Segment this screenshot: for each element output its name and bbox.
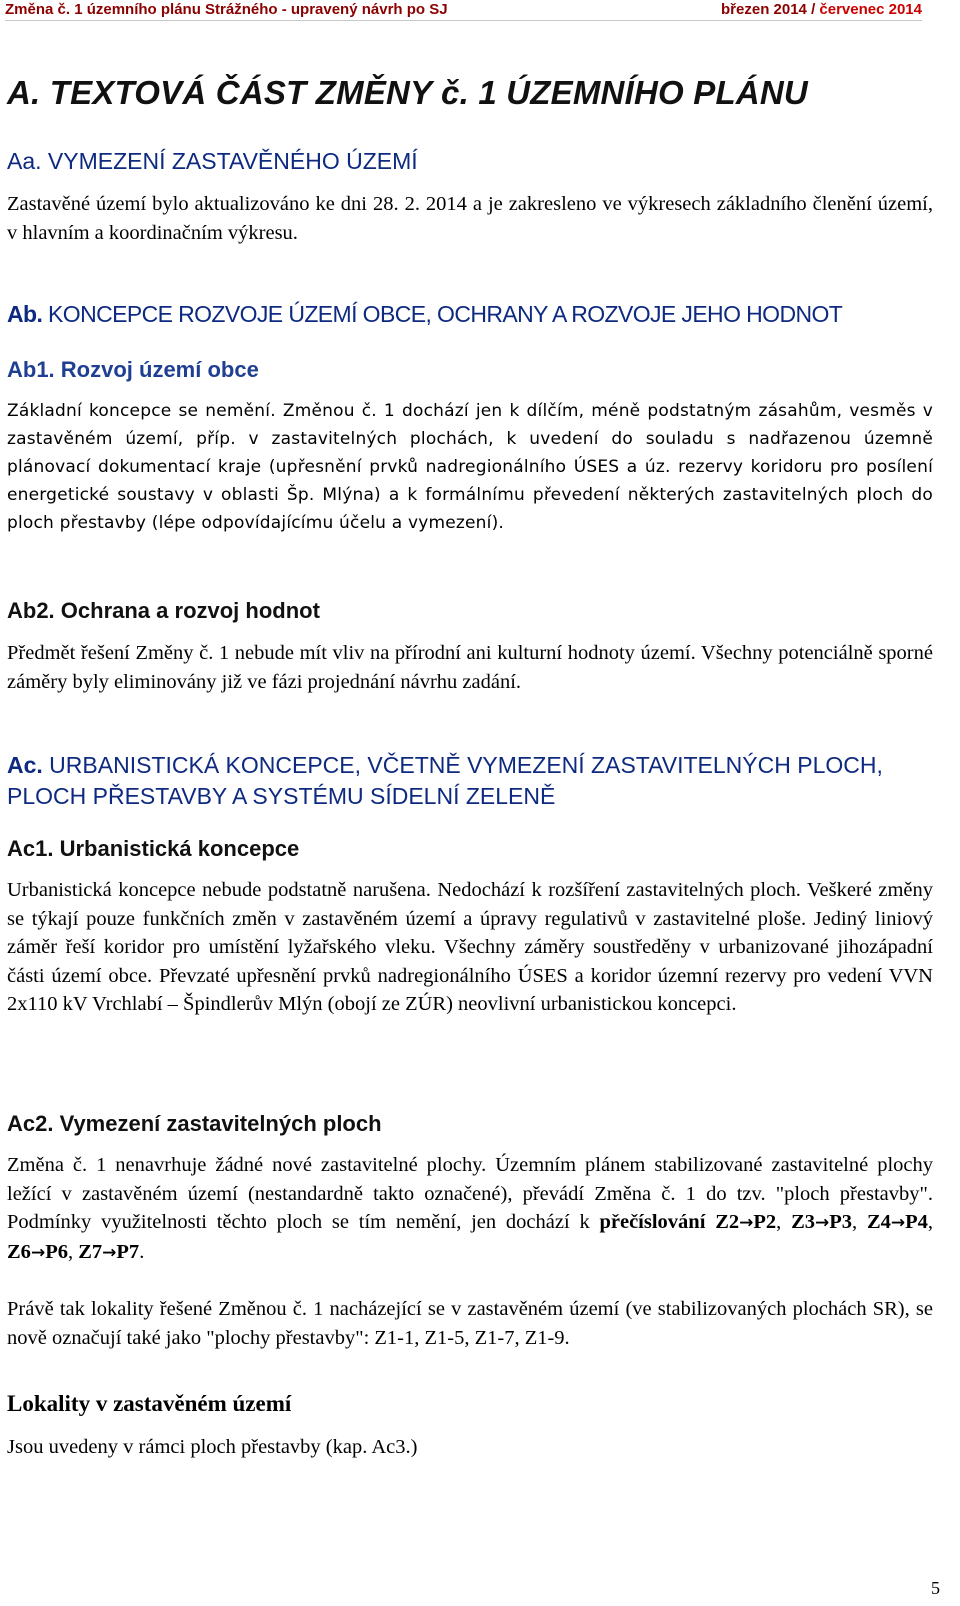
renumber-item: Z7→P7 — [78, 1240, 140, 1263]
renumber-label: přečíslování — [599, 1211, 706, 1234]
running-header-title: Změna č. 1 územního plánu Strážného - upravený návrh po SJ — [5, 1, 448, 18]
header-divider — [5, 20, 922, 21]
section-ab2-text: Předmět řešení Změny č. 1 nebude mít vliv na přírodní ani kulturní hodnoty území. Všechny potenciálně sporné záměry byly eliminovány již ve fázi projednání návrhu zadání. — [7, 642, 933, 693]
arrow-right-icon: → — [30, 1242, 46, 1263]
section-ac-heading — [7, 750, 927, 812]
running-header-date — [721, 1, 922, 18]
arrow-right-icon: → — [739, 1213, 754, 1234]
section-ab-prefix: Ab. — [7, 301, 43, 327]
section-ac1-text: Urbanistická koncepce nebude podstatně narušena. Nedochází k rozšíření zastavitelných ploch. Veškeré změny se týkají pouze funkčních změn v zastavěném území a úpravy regulativů v zastavitelné ploše. Jediný liniový záměr řeší koridor pro umístění lyžařského vleku. Všechny záměry soustředěny v urbanizované jihozápadní části území obce. Převzaté upřesnění prvků nadregionálního ÚSES a koridor územní rezervy pro vedení VVN 2x110 kV Vrchlabí – Špindlerův Mlýn (obojí ze ZÚR) neovlivní urbanistickou koncepci. — [7, 879, 933, 1016]
arrow-right-icon: → — [890, 1213, 906, 1234]
lokality-text: Jsou uvedeny v rámci ploch přestavby (kap. Ac3.) — [7, 1436, 418, 1458]
section-ac1-heading: Ac1. Urbanistická koncepce — [7, 836, 300, 861]
arrow-right-icon: → — [102, 1242, 117, 1263]
document-title: A. TEXTOVÁ ČÁST ZMĚNY č. 1 ÚZEMNÍHO PLÁNU — [7, 74, 808, 111]
section-ac2-heading: Ac2. Vymezení zastavitelných ploch — [7, 1111, 382, 1136]
section-ac2-text: Změna č. 1 nenavrhuje žádné nové zastavitelné plochy. Územním plánem stabilizované zastavitelné plochy ležící v zastavěném území (nestandardně takto označené), převádí Změna č. 1 do tzv. "ploch přestavby". Podmínky využitelnosti těchto ploch se tím nemění, jen dochází k přečíslování Z2→P2, Z3→P3, Z4→P4, Z6→P6, Z7→P7. — [7, 1154, 934, 1263]
page-number: 5 — [931, 1578, 940, 1598]
ac2-body: Změna č. 1 nenavrhuje žádné nové zastavitelné plochy. Územním plánem stabilizované zastavitelné plochy ležící v zastavěném území (nestandardně takto označené), převádí Změna č. 1 do tzv. "ploch přestavby". Podmínky využitelnosti těchto ploch se tím nemění, jen dochází k — [7, 1154, 933, 1234]
arrow-right-icon: → — [815, 1213, 830, 1234]
section-ac-prefix: Ac. — [7, 752, 43, 778]
section-aa-text: Zastavěné území bylo aktualizováno ke dni 28. 2. 2014 a je zakresleno ve výkresech základního členění území, v hlavním a koordinačním výkresu. — [7, 193, 933, 244]
section-aa-heading: Aa. VYMEZENÍ ZASTAVĚNÉHO ÚZEMÍ — [7, 148, 418, 174]
section-ab-title: KONCEPCE ROZVOJE ÚZEMÍ OBCE, OCHRANY A ROZVOJE JEHO HODNOT — [42, 301, 843, 327]
renumber-item: Z4→P4 — [866, 1211, 928, 1234]
section-ab1-text: Základní koncepce se nemění. Změnou č. 1 dochází jen k dílčím, méně podstatným zásahům, vesměs v zastavěném území, příp. v zastavitelných plochách, k uvedení do souladu s nadřazenou územně plánovací dokumentací kraje (upřesnění prvků nadregionálního ÚSES a úz. rezervy koridoru pro posílení energetické soustavy v oblasti Šp. Mlýna) a k formálnímu převedení některých zastavitelných ploch do ploch přestavby (lépe odpovídajícímu účelu a vymezení). — [7, 401, 933, 533]
section-ac2-text2: Právě tak lokality řešené Změnou č. 1 nacházející se v zastavěném území (ve stabilizovaných plochách SR), se nově označují také jako "plochy přestavby": Z1-1, Z1-5, Z1-7, Z1-9. — [7, 1298, 933, 1349]
renumber-item: Z2→P2 — [715, 1211, 777, 1234]
renumber-item: Z6→P6 — [7, 1240, 68, 1263]
lokality-heading: Lokality v zastavěném území — [7, 1391, 292, 1416]
renumber-item: Z3→P3 — [791, 1211, 853, 1234]
section-ab2-heading: Ab2. Ochrana a rozvoj hodnot — [7, 598, 320, 623]
section-ab-heading — [7, 301, 842, 328]
section-ac-title: URBANISTICKÁ KONCEPCE, VČETNĚ VYMEZENÍ ZASTAVITELNÝCH PLOCH, PLOCH PŘESTAVBY A SYSTÉMU SÍDELNÍ ZELENĚ — [7, 752, 883, 809]
section-ab1-heading: Ab1. Rozvoj území obce — [7, 357, 259, 382]
header-date-revised: červenec 2014 — [819, 1, 922, 18]
header-date-original: březen 2014 / — [721, 1, 820, 18]
